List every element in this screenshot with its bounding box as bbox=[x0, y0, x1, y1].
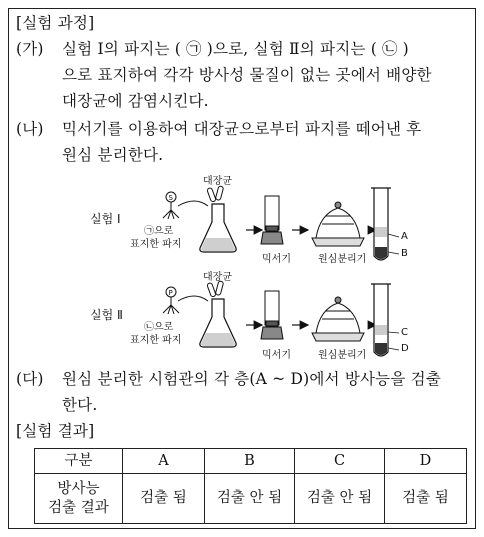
step-ga-line2: 으로 표지하여 각각 방사성 물질이 없는 곳에서 배양한 bbox=[62, 66, 432, 84]
step-na-line1: 믹서기를 이용하여 대장균으로부터 파지를 떼어낸 후 bbox=[62, 120, 422, 138]
exp1-test-tube bbox=[371, 188, 399, 260]
exp1-mixer-label: 믹서기 bbox=[262, 254, 291, 265]
exp2-test-tube bbox=[371, 284, 399, 356]
value-d: 검출 됨 bbox=[385, 474, 467, 524]
exp1-centrifuge-label: 원심분리기 bbox=[318, 254, 367, 265]
exp2-phage-label-line2: 표지한 파지 bbox=[130, 335, 182, 346]
step-da-line2: 한다. bbox=[62, 396, 98, 414]
value-b: 검출 안 됨 bbox=[205, 474, 295, 524]
exp1-label: 실험 Ⅰ bbox=[90, 212, 121, 226]
exp2-centrifuge-label: 원심분리기 bbox=[318, 350, 367, 361]
exp2-mixer-label: 믹서기 bbox=[262, 350, 291, 361]
exp2-flask bbox=[200, 299, 236, 347]
header-c: C bbox=[295, 449, 385, 474]
value-c: 검출 안 됨 bbox=[295, 474, 385, 524]
exp1-phage bbox=[163, 192, 179, 219]
step-ga-line3: 대장균에 감염시킨다. bbox=[62, 92, 209, 110]
exp2-phage-label-line1: ㉡으로 bbox=[144, 322, 174, 333]
exp1-flask bbox=[200, 204, 236, 252]
exp1-layer-b: B bbox=[401, 248, 408, 259]
result-table-row bbox=[35, 474, 467, 524]
step-na-line2: 원심 분리한다. bbox=[62, 146, 164, 164]
exp2-phage bbox=[163, 287, 179, 314]
step-na-marker: (나) bbox=[16, 120, 44, 138]
step-da-line1: 원심 분리한 시험관의 각 층(A ~ D)에서 방사능을 검출 bbox=[62, 370, 442, 388]
exp2-mixer bbox=[261, 291, 283, 339]
header-category: 구분 bbox=[35, 449, 123, 474]
value-a: 검출 됨 bbox=[123, 474, 205, 524]
exp2-ecoli-rods bbox=[207, 281, 224, 298]
result-table bbox=[34, 448, 467, 524]
header-d: D bbox=[385, 449, 467, 474]
exp1-phage-pointer bbox=[178, 201, 208, 206]
exp2-ecoli-label: 대장균 bbox=[203, 272, 232, 283]
exp2-label: 실험 Ⅱ bbox=[90, 308, 123, 322]
exp2-layer-c: C bbox=[401, 327, 408, 338]
svg-text:S: S bbox=[168, 194, 173, 202]
exp1-mixer bbox=[261, 196, 283, 244]
exp2-layer-d: D bbox=[401, 343, 409, 354]
exp1-ecoli-rods bbox=[207, 186, 224, 203]
exp2-centrifuge bbox=[312, 297, 364, 341]
step-da-marker: (다) bbox=[16, 370, 44, 388]
exp1-phage-label-line1: ㉠으로 bbox=[144, 226, 174, 237]
exp1-phage-label-line2: 표지한 파지 bbox=[130, 239, 182, 250]
step-ga-marker: (가) bbox=[16, 40, 44, 58]
svg-text:P: P bbox=[168, 289, 173, 297]
step-ga-line1: 실험 Ⅰ의 파지는 ( ㉠ )으로, 실험 Ⅱ의 파지는 ( ㉡ ) bbox=[62, 40, 409, 58]
section-result-title: [실험 결과] bbox=[16, 422, 95, 440]
section-process-title: [실험 과정] bbox=[16, 14, 95, 32]
header-b: B bbox=[205, 449, 295, 474]
symbol-nieun: ㉡ bbox=[381, 40, 398, 58]
exp2-phage-pointer bbox=[178, 296, 208, 301]
result-table-header-row bbox=[35, 449, 467, 474]
header-a: A bbox=[123, 449, 205, 474]
exp1-ecoli-label: 대장균 bbox=[203, 176, 232, 187]
exp1-layer-a: A bbox=[401, 231, 408, 242]
symbol-giyeok: ㉠ bbox=[186, 40, 202, 58]
exp1-centrifuge bbox=[312, 202, 364, 246]
row-label: 방사능 검출 결과 bbox=[35, 474, 123, 524]
